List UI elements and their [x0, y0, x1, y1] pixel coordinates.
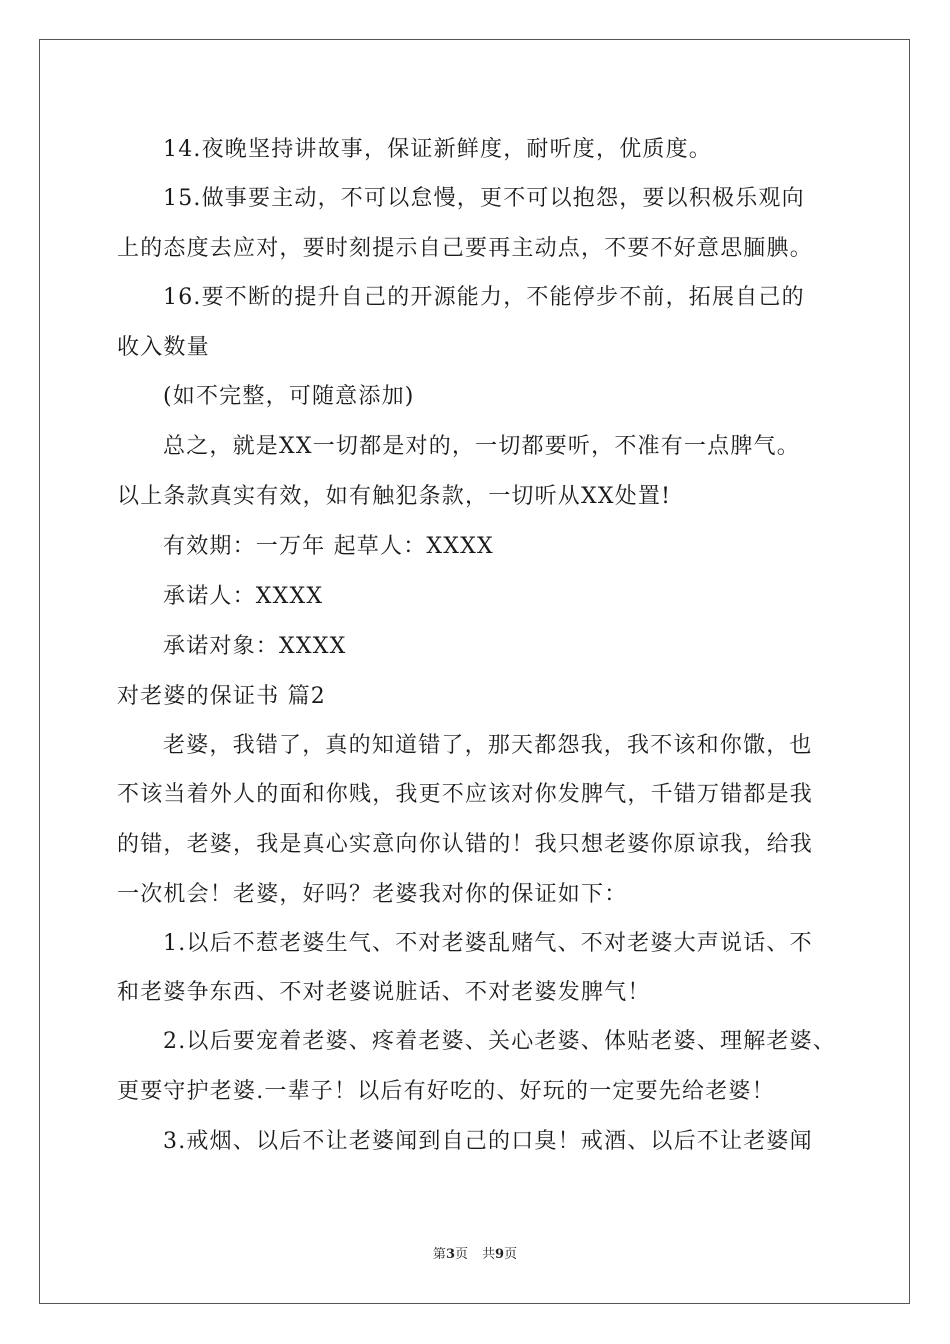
page-footer — [0, 1246, 950, 1264]
text-line: 和老婆争东西、不对老婆说脏话、不对老婆发脾气！ — [117, 980, 651, 1005]
text-line: 不该当着外人的面和你贱，我更不应该对你发脾气，千错万错都是我 — [117, 782, 814, 807]
text-line: 更要守护老婆.一辈子！以后有好吃的、好玩的一定要先给老婆！ — [117, 1079, 775, 1104]
page-number: 3 — [445, 1247, 455, 1262]
text-line: 3.戒烟、以后不让老婆闻到自己的口臭！戒酒、以后不让老婆闻 — [163, 1129, 813, 1154]
text-line: 上的态度去应对，要时刻提示自己要再主动点，不要不好意思腼腆。 — [117, 236, 814, 261]
text-line: 15.做事要主动，不可以怠慢，更不可以抱怨，要以积极乐观向 — [163, 186, 805, 211]
text-line: 有效期：一万年 起草人：XXXX — [163, 534, 494, 559]
total-suffix: 页 — [504, 1247, 518, 1262]
text-line: 1.以后不惹老婆生气、不对老婆乱赌气、不对老婆大声说话、不 — [163, 931, 813, 956]
total-pages: 9 — [495, 1247, 505, 1262]
text-line: 以上条款真实有效，如有触犯条款，一切听从XX处置! — [117, 484, 672, 509]
text-line: (如不完整，可随意添加) — [163, 384, 415, 409]
text-line: 收入数量 — [117, 335, 210, 360]
text-line: 14.夜晚坚持讲故事，保证新鲜度，耐听度，优质度。 — [163, 137, 712, 162]
text-line: 总之，就是XX一切都是对的，一切都要听，不准有一点脾气。 — [163, 434, 800, 459]
page-frame — [39, 39, 910, 1304]
section-heading: 对老婆的保证书 篇2 — [117, 684, 326, 709]
total-prefix: 共 — [482, 1247, 496, 1262]
text-line: 承诺人：XXXX — [163, 584, 324, 609]
page-suffix: 页 — [454, 1247, 468, 1262]
text-line: 的错，老婆，我是真心实意向你认错的！我只想老婆你原谅我，给我 — [117, 832, 814, 857]
text-line: 一次机会！老婆，好吗？老婆我对你的保证如下： — [117, 882, 628, 907]
text-line: 老婆，我错了，真的知道错了，那天都怨我，我不该和你馓，也 — [163, 733, 813, 758]
text-line: 承诺对象：XXXX — [163, 634, 347, 659]
text-line: 2.以后要宠着老婆、疼着老婆、关心老婆、体贴老婆、理解老婆、 — [163, 1029, 836, 1054]
text-line: 16.要不断的提升自己的开源能力，不能停步不前，拓展自己的 — [163, 285, 805, 310]
page-prefix: 第 — [432, 1247, 446, 1262]
